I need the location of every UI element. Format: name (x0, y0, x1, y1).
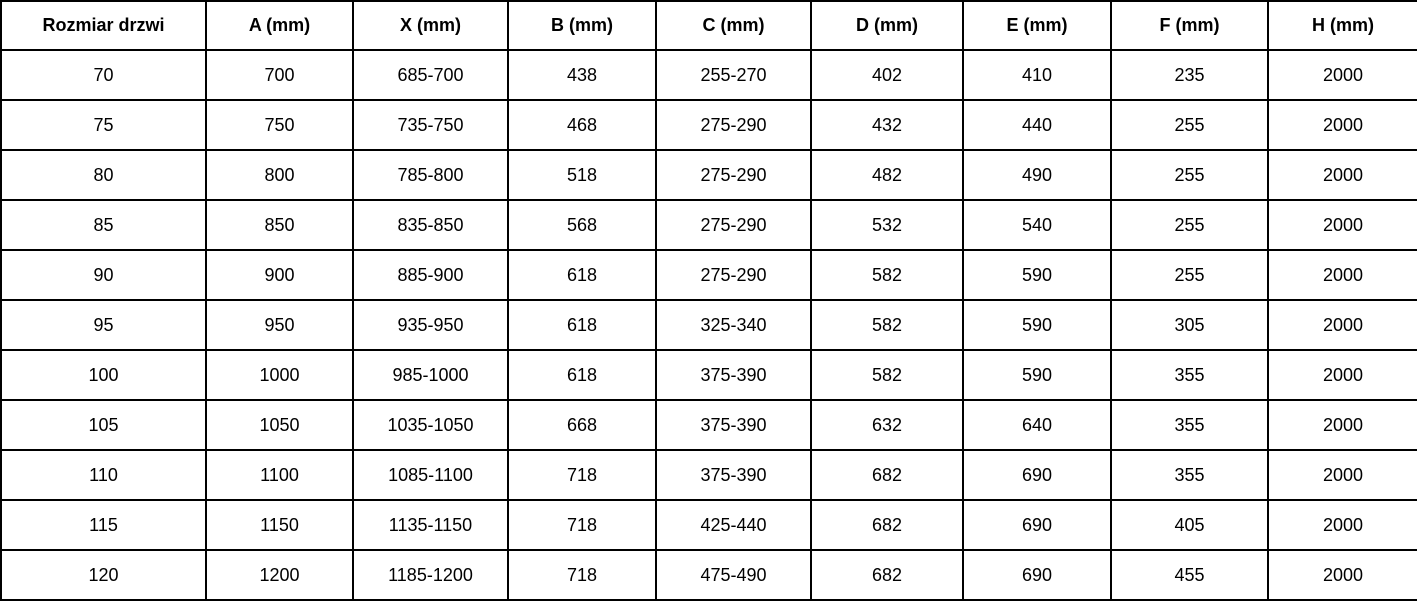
table-cell: 700 (206, 50, 353, 100)
table-cell: 405 (1111, 500, 1268, 550)
table-cell: 735-750 (353, 100, 508, 150)
table-body (1, 50, 1417, 600)
table-cell: 668 (508, 400, 656, 450)
table-cell: 618 (508, 250, 656, 300)
table-cell: 1035-1050 (353, 400, 508, 450)
header-row (1, 1, 1417, 50)
table-row (1, 150, 1417, 200)
table-cell: 468 (508, 100, 656, 150)
table-cell: 690 (963, 450, 1111, 500)
table-cell: 718 (508, 500, 656, 550)
table-cell: 105 (1, 400, 206, 450)
table-cell: 482 (811, 150, 963, 200)
table-cell: 375-390 (656, 450, 811, 500)
table-cell: 682 (811, 500, 963, 550)
table-cell: 85 (1, 200, 206, 250)
table-cell: 490 (963, 150, 1111, 200)
table-cell: 2000 (1268, 350, 1417, 400)
table-cell: 275-290 (656, 100, 811, 150)
table-cell: 100 (1, 350, 206, 400)
table-cell: 2000 (1268, 150, 1417, 200)
header-cell: H (mm) (1268, 1, 1417, 50)
table-cell: 640 (963, 400, 1111, 450)
table-cell: 850 (206, 200, 353, 250)
table-cell: 2000 (1268, 450, 1417, 500)
table-cell: 532 (811, 200, 963, 250)
table-cell: 618 (508, 350, 656, 400)
table-cell: 518 (508, 150, 656, 200)
table-cell: 690 (963, 500, 1111, 550)
table-cell: 590 (963, 350, 1111, 400)
table-cell: 900 (206, 250, 353, 300)
table-cell: 95 (1, 300, 206, 350)
table-cell: 355 (1111, 350, 1268, 400)
table-cell: 985-1000 (353, 350, 508, 400)
table-cell: 935-950 (353, 300, 508, 350)
table-cell: 2000 (1268, 250, 1417, 300)
table-cell: 75 (1, 100, 206, 150)
table-cell: 800 (206, 150, 353, 200)
table-cell: 1100 (206, 450, 353, 500)
table-cell: 375-390 (656, 400, 811, 450)
table-row (1, 350, 1417, 400)
table-cell: 885-900 (353, 250, 508, 300)
table-cell: 432 (811, 100, 963, 150)
table-cell: 2000 (1268, 300, 1417, 350)
table-cell: 682 (811, 450, 963, 500)
header-cell: Rozmiar drzwi (1, 1, 206, 50)
table-cell: 950 (206, 300, 353, 350)
table-cell: 70 (1, 50, 206, 100)
table-row (1, 50, 1417, 100)
table-cell: 110 (1, 450, 206, 500)
table-cell: 590 (963, 300, 1111, 350)
table-row (1, 550, 1417, 600)
table-cell: 690 (963, 550, 1111, 600)
table-cell: 425-440 (656, 500, 811, 550)
table-row (1, 450, 1417, 500)
header-cell: F (mm) (1111, 1, 1268, 50)
table-cell: 1000 (206, 350, 353, 400)
table-cell: 718 (508, 550, 656, 600)
table-cell: 750 (206, 100, 353, 150)
table-cell: 90 (1, 250, 206, 300)
table-cell: 255 (1111, 100, 1268, 150)
table-cell: 2000 (1268, 50, 1417, 100)
table-cell: 582 (811, 350, 963, 400)
table-row (1, 500, 1417, 550)
table-cell: 835-850 (353, 200, 508, 250)
header-cell: D (mm) (811, 1, 963, 50)
table-cell: 1200 (206, 550, 353, 600)
table-cell: 1150 (206, 500, 353, 550)
table-cell: 618 (508, 300, 656, 350)
table-cell: 275-290 (656, 250, 811, 300)
table-cell: 80 (1, 150, 206, 200)
table-cell: 590 (963, 250, 1111, 300)
table-cell: 355 (1111, 450, 1268, 500)
table-cell: 682 (811, 550, 963, 600)
table-row (1, 300, 1417, 350)
table-row (1, 200, 1417, 250)
table-cell: 2000 (1268, 200, 1417, 250)
header-cell: A (mm) (206, 1, 353, 50)
table-cell: 718 (508, 450, 656, 500)
table-cell: 632 (811, 400, 963, 450)
table-cell: 325-340 (656, 300, 811, 350)
table-cell: 568 (508, 200, 656, 250)
table-cell: 275-290 (656, 150, 811, 200)
table-cell: 255 (1111, 250, 1268, 300)
table-cell: 255-270 (656, 50, 811, 100)
table-row (1, 100, 1417, 150)
table-cell: 1085-1100 (353, 450, 508, 500)
table-cell: 410 (963, 50, 1111, 100)
table-cell: 2000 (1268, 550, 1417, 600)
table-cell: 402 (811, 50, 963, 100)
header-cell: B (mm) (508, 1, 656, 50)
table-cell: 785-800 (353, 150, 508, 200)
header-cell: X (mm) (353, 1, 508, 50)
table-cell: 685-700 (353, 50, 508, 100)
table-cell: 275-290 (656, 200, 811, 250)
table-cell: 1185-1200 (353, 550, 508, 600)
table-cell: 305 (1111, 300, 1268, 350)
table-cell: 375-390 (656, 350, 811, 400)
table-cell: 1050 (206, 400, 353, 450)
table-cell: 355 (1111, 400, 1268, 450)
table-cell: 582 (811, 300, 963, 350)
table-cell: 540 (963, 200, 1111, 250)
table-row (1, 250, 1417, 300)
table-cell: 1135-1150 (353, 500, 508, 550)
table-cell: 2000 (1268, 500, 1417, 550)
table-row (1, 400, 1417, 450)
table-cell: 2000 (1268, 100, 1417, 150)
header-cell: C (mm) (656, 1, 811, 50)
table-cell: 115 (1, 500, 206, 550)
header-cell: E (mm) (963, 1, 1111, 50)
table-cell: 2000 (1268, 400, 1417, 450)
table-cell: 438 (508, 50, 656, 100)
table-cell: 120 (1, 550, 206, 600)
table-cell: 440 (963, 100, 1111, 150)
table-cell: 235 (1111, 50, 1268, 100)
table-cell: 455 (1111, 550, 1268, 600)
table-cell: 255 (1111, 150, 1268, 200)
table-cell: 582 (811, 250, 963, 300)
table-cell: 255 (1111, 200, 1268, 250)
table-cell: 475-490 (656, 550, 811, 600)
